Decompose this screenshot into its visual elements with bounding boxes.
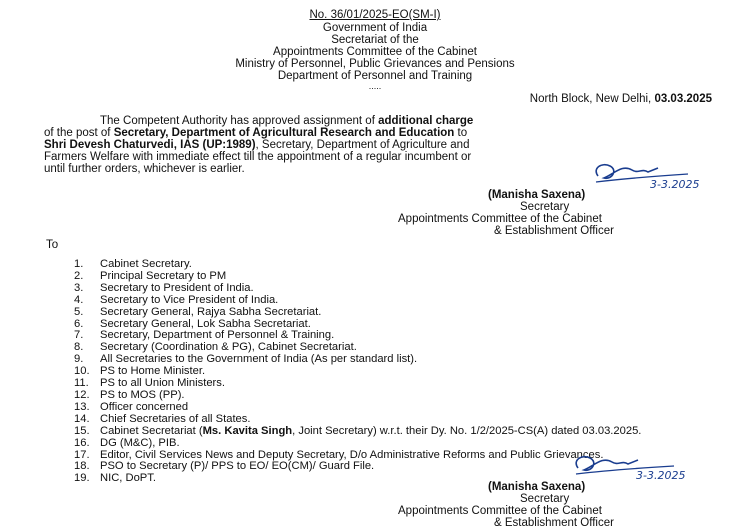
list-item: 7. Secretary, Department of Personnel & Training.	[74, 329, 335, 342]
date: 03.03.2025	[654, 93, 712, 105]
list-item: 4. Secretary to Vice President of India.	[74, 293, 279, 306]
header-separator: .....	[368, 81, 382, 91]
list-item: 3. Secretary to President of India.	[74, 281, 254, 294]
place-date	[530, 93, 712, 106]
body-line-1: The Competent Authority has approved assignment of additional charge	[100, 115, 474, 127]
signatory-org-2: & Establishment Officer	[494, 225, 614, 237]
signatory-name-2: (Manisha Saxena)	[488, 481, 586, 493]
list-item: 13. Officer concerned	[74, 400, 189, 413]
signatory-org-1: Appointments Committee of the Cabinet	[398, 213, 602, 225]
list-item: 17. Editor, Civil Services News and Deputy Secretary, D/o Administrative Reforms and Public Grievances.	[74, 448, 604, 461]
list-item: 14. Chief Secretaries of all States.	[74, 412, 251, 425]
svg-text:3-3.2025: 3-3.2025	[650, 178, 700, 191]
list-item: 10. PS to Home Minister.	[74, 365, 206, 378]
header-line-1: Government of India	[322, 22, 428, 34]
body-line-3: Shri Devesh Chaturvedi, IAS (UP:1989), Secretary, Department of Agriculture and	[44, 139, 470, 151]
body-line-4: Farmers Welfare with immediate effect till the appointment of a regular incumbent or	[44, 151, 472, 163]
list-item: 19. NIC, DoPT.	[74, 472, 156, 485]
list-item: 2. Principal Secretary to PM	[74, 269, 227, 282]
list-item: 5. Secretary General, Rajya Sabha Secretariat.	[74, 305, 322, 318]
signatory-org-3: Appointments Committee of the Cabinet	[398, 505, 602, 517]
body-line-5: until further orders, whichever is earlier.	[44, 163, 245, 175]
handwritten-signature-1	[588, 154, 728, 192]
svg-text:3-3.2025: 3-3.2025	[636, 469, 686, 482]
signatory-org-4: & Establishment Officer	[494, 517, 614, 529]
handwritten-signature-2	[570, 448, 720, 482]
header-line-2: Secretariat of the	[331, 34, 419, 46]
signatory-title-2: Secretary	[520, 493, 570, 505]
list-item: 8. Secretary (Coordination & PG), Cabinet Secretariat.	[74, 341, 357, 354]
order-number: No. 36/01/2025-EO(SM-I)	[309, 9, 441, 21]
place: North Block, New Delhi,	[529, 93, 652, 105]
header-line-4: Ministry of Personnel, Public Grievances and Pensions	[235, 58, 515, 70]
list-item: 15. Cabinet Secretariat (Ms. Kavita Singh, Joint Secretary) w.r.t. their Dy. No. 1/2/2025-CS(A) dated 03.03.2025.	[74, 424, 642, 437]
body-line-2: of the post of Secretary, Department of Agricultural Research and Education to	[44, 127, 468, 139]
list-item: 11. PS to all Union Ministers.	[74, 377, 225, 390]
signatory-name-1: (Manisha Saxena)	[488, 189, 586, 201]
list-item: 6. Secretary General, Lok Sabha Secretariat.	[74, 317, 311, 330]
header-line-5: Department of Personnel and Training	[277, 70, 473, 82]
list-item: 12. PS to MOS (PP).	[74, 388, 185, 401]
list-item: 9. All Secretaries to the Government of India (As per standard list).	[74, 353, 418, 366]
list-item: 1. Cabinet Secretary.	[74, 258, 192, 270]
list-item: 16. DG (M&C), PIB.	[74, 436, 180, 449]
list-item: 18. PSO to Secretary (P)/ PPS to EO/ EO(CM)/ Guard File.	[74, 460, 375, 473]
to-label: To	[46, 239, 59, 251]
signatory-title-1: Secretary	[520, 201, 570, 213]
header-line-3: Appointments Committee of the Cabinet	[273, 46, 477, 58]
